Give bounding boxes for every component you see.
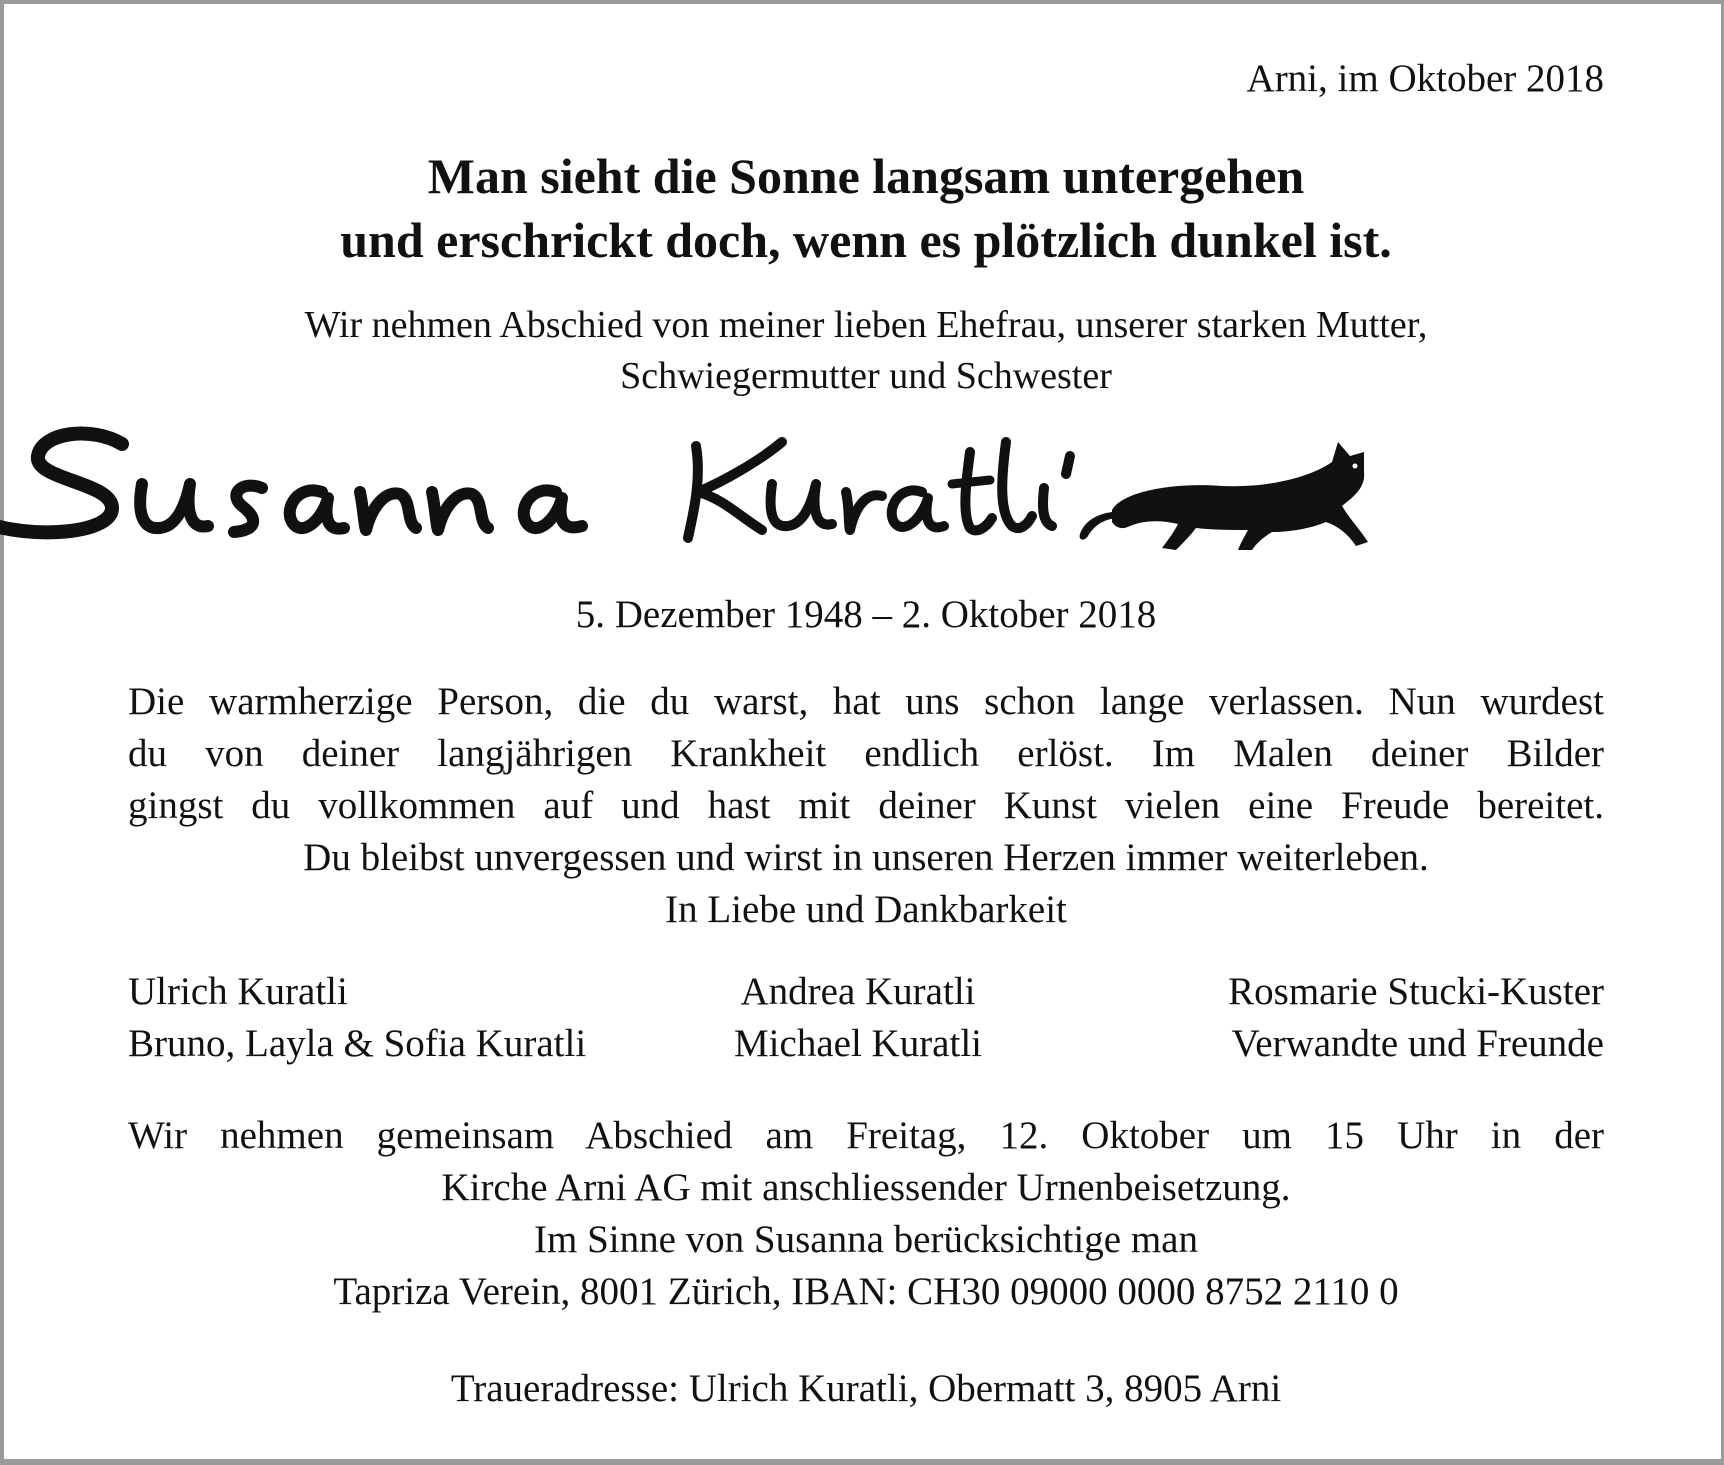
mourner-name: Ulrich Kuratli bbox=[128, 970, 348, 1013]
motto bbox=[128, 144, 1604, 272]
cat-icon bbox=[1080, 442, 1368, 550]
tribute-text bbox=[128, 676, 1604, 936]
service-line: Im Sinne von Susanna berücksichtige man bbox=[534, 1218, 1198, 1261]
intro-line: Wir nehmen Abschied von meiner lieben Ehefrau, unserer starken Mutter, bbox=[304, 304, 1428, 346]
motto-line: Man sieht die Sonne langsam untergehen bbox=[427, 148, 1305, 204]
mourner-name: Michael Kuratli bbox=[734, 1022, 982, 1065]
tribute-line: Die warmherzige Person, die du warst, hat uns schon lange verlassen. Nun wurdest bbox=[128, 680, 1604, 723]
place-date: Arni, im Oktober 2018 bbox=[1246, 57, 1604, 100]
intro-line: Schwiegermutter und Schwester bbox=[620, 355, 1112, 397]
mourners-column-left bbox=[128, 966, 586, 1070]
motto-line: und erschrickt doch, wenn es plötzlich dunkel ist. bbox=[340, 212, 1392, 268]
tribute-line: Du bleibst unvergessen und wirst in unseren Herzen immer weiterleben. bbox=[303, 836, 1429, 879]
handwritten-signature-susanna-kuratli bbox=[0, 434, 1070, 538]
mourners-column-right bbox=[1228, 966, 1604, 1070]
mourner-name: Verwandte und Freunde bbox=[1231, 1022, 1604, 1065]
closing-line: In Liebe und Dankbarkeit bbox=[665, 888, 1067, 931]
tribute-line: du von deiner langjährigen Krankheit endlich erlöst. Im Malen deiner Bilder bbox=[128, 732, 1604, 775]
service-line: Kirche Arni AG mit anschliessender Urnenbeisetzung. bbox=[441, 1166, 1291, 1209]
donation-line: Tapriza Verein, 8001 Zürich, IBAN: CH30 09000 0000 8752 2110 0 bbox=[333, 1270, 1399, 1313]
mourning-address: Traueradresse: Ulrich Kuratli, Obermatt 3, 8905 Arni bbox=[450, 1367, 1282, 1410]
intro-text bbox=[128, 300, 1604, 402]
life-dates: 5. Dezember 1948 – 2. Oktober 2018 bbox=[575, 593, 1157, 636]
mourner-name: Andrea Kuratli bbox=[740, 970, 976, 1013]
mourners-column-middle bbox=[728, 966, 988, 1070]
mourner-name: Bruno, Layla & Sofia Kuratli bbox=[128, 1022, 587, 1065]
service-line: Wir nehmen gemeinsam Abschied am Freitag, 12. Oktober um 15 Uhr in der bbox=[128, 1114, 1604, 1157]
tribute-line: gingst du vollkommen auf und hast mit deiner Kunst vielen eine Freude bereitet. bbox=[128, 784, 1604, 827]
service-details bbox=[128, 1110, 1604, 1318]
mourner-name: Rosmarie Stucki-Kuster bbox=[1228, 970, 1604, 1013]
signature bbox=[0, 422, 1512, 562]
